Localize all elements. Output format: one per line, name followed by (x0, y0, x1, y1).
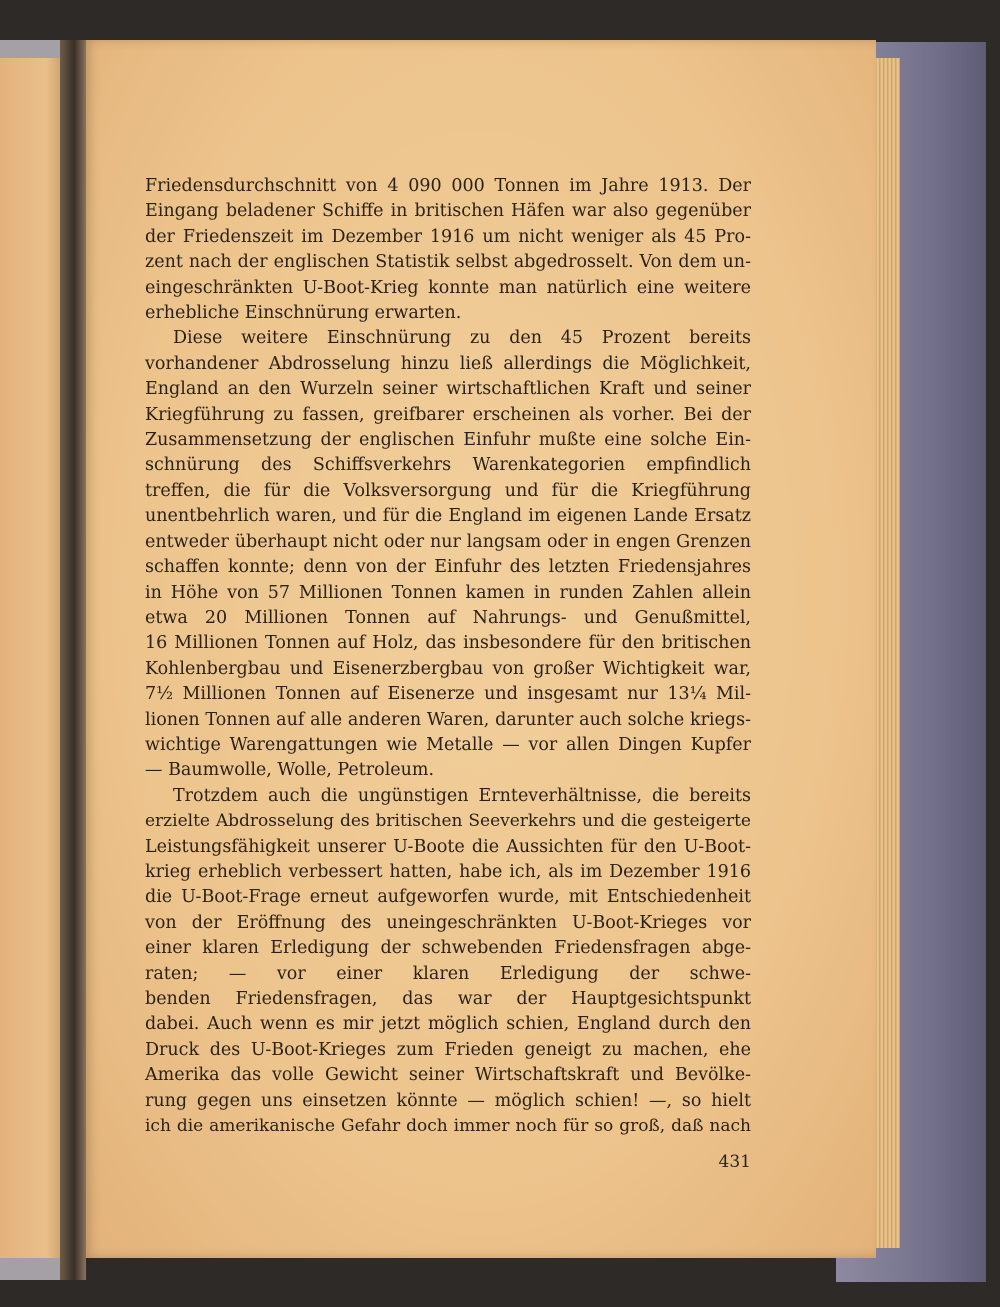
text-line: schnürung des Schiffsverkehrs Warenkategorien empfindlich (145, 455, 751, 476)
text-line: raten; — vor einer klaren Erledigung der schwe- (145, 963, 751, 984)
text-line: die U-Boot-Frage erneut aufgeworfen wurde, mit Entschiedenheit (145, 887, 751, 908)
text-line: erhebliche Einschnürung erwarten. (145, 303, 462, 324)
text-line: rung gegen uns einsetzen könnte — möglich schien! —, so hielt (145, 1090, 751, 1111)
text-line: Druck des U-Boot-Krieges zum Frieden geneigt zu machen, ehe (145, 1039, 751, 1060)
page-number: 431 (718, 1152, 751, 1172)
text-line: 7½ Millionen Tonnen auf Eisenerze und insgesamt nur 13¼ Mil- (145, 684, 751, 705)
text-line: — Baumwolle, Wolle, Petroleum. (145, 760, 435, 781)
text-line: unentbehrlich waren, und für die England im eigenen Lande Ersatz (145, 506, 751, 527)
text-line: England an den Wurzeln seiner wirtschaftlichen Kraft und seiner (145, 379, 751, 400)
left-page-edge (0, 58, 66, 1258)
text-line: krieg erheblich verbessert hatten, habe ich, als im Dezember 1916 (145, 861, 751, 882)
page-body-text (145, 174, 751, 1139)
text-line: Leistungsfähigkeit unserer U-Boote die Aussichten für den U-Boot- (145, 836, 751, 857)
book-gutter (60, 40, 86, 1280)
book-page (84, 40, 876, 1258)
text-line: Kohlenbergbau und Eisenerzbergbau von großer Wichtigkeit war, (145, 658, 751, 679)
text-line: lionen Tonnen auf alle anderen Waren, darunter auch solche kriegs- (145, 709, 751, 730)
text-line: Friedensdurchschnitt von 4 090 000 Tonnen im Jahre 1913. Der (145, 176, 751, 196)
text-line: erzielte Abdrosselung des britischen Seeverkehrs und die gesteigerte (145, 811, 751, 832)
text-line: 16 Millionen Tonnen auf Holz, das insbesondere für den britischen (145, 633, 751, 654)
text-line: wichtige Warengattungen wie Metalle — vor allen Dingen Kupfer (145, 734, 751, 755)
text-line: Eingang beladener Schiffe in britischen Häfen war also gegenüber (145, 201, 751, 222)
text-line: einer klaren Erledigung der schwebenden Friedensfragen abge- (145, 938, 751, 959)
text-line: zent nach der englischen Statistik selbst abgedrosselt. Von dem un- (145, 252, 751, 273)
text-line: benden Friedensfragen, das war der Hauptgesichtspunkt (145, 989, 751, 1009)
text-line: von der Eröffnung des uneingeschränkten U-Boot-Krieges vor (145, 912, 751, 933)
text-line: ich die amerikanische Gefahr doch immer noch für so groß, daß nach (145, 1116, 751, 1137)
text-line: Zusammensetzung der englischen Einfuhr mußte eine solche Ein- (145, 430, 751, 451)
text-line: der Friedenszeit im Dezember 1916 um nicht weniger als 45 Pro- (145, 226, 751, 247)
text-line: in Höhe von 57 Millionen Tonnen kamen in runden Zahlen allein (145, 582, 751, 603)
text-line: vorhandener Abdrosselung hinzu ließ allerdings die Möglichkeit, (145, 353, 751, 374)
text-line: eingeschränkten U-Boot-Krieg konnte man natürlich eine weitere (145, 277, 751, 298)
text-line: Diese weitere Einschnürung zu den 45 Prozent bereits (173, 328, 751, 349)
text-line: Amerika das volle Gewicht seiner Wirtschaftskraft und Bevölke- (145, 1065, 751, 1086)
text-line: etwa 20 Millionen Tonnen auf Nahrungs- und Genußmittel, (145, 607, 751, 628)
page-stack-edges (872, 58, 900, 1248)
text-line: schaffen konnte; denn von der Einfuhr des letzten Friedensjahres (145, 557, 751, 578)
text-line: treffen, die für die Volksversorgung und für die Kriegführung (145, 480, 751, 501)
text-line: entweder überhaupt nicht oder nur langsam oder in engen Grenzen (145, 531, 751, 552)
text-line: Trotzdem auch die ungünstigen Ernteverhältnisse, die bereits (173, 785, 751, 806)
text-line: Kriegführung zu fassen, greifbarer erscheinen als vorher. Bei der (145, 404, 751, 425)
text-line: dabei. Auch wenn es mir jetzt möglich schien, England durch den (145, 1014, 751, 1035)
